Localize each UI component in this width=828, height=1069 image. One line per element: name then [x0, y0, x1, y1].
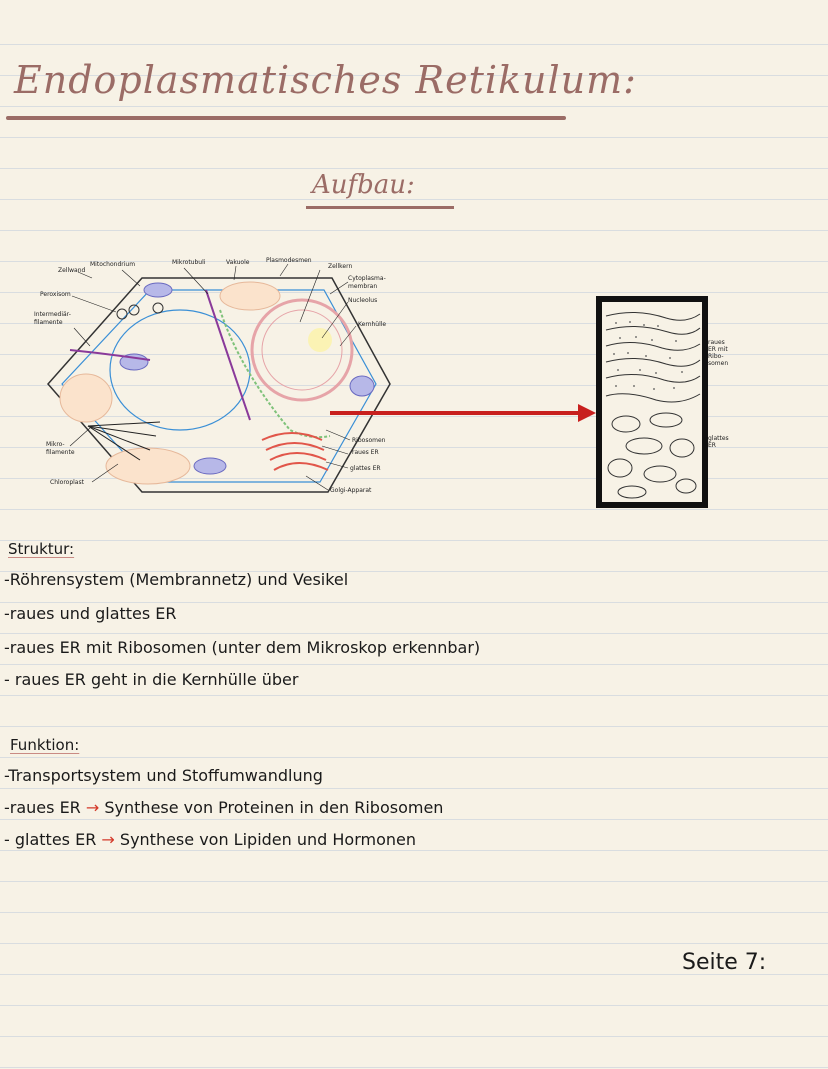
funktion-item-3-text: Synthese von Lipiden und Hormonen	[119, 830, 417, 849]
label-kernhulle: Kernhülle	[358, 321, 387, 328]
chloroplast-3	[220, 282, 280, 310]
struktur-item-3: -raues ER mit Ribosomen (unter dem Mikroskop erkennbar)	[4, 638, 481, 657]
mitochondrium-3	[194, 458, 226, 474]
funktion-heading: Funktion:	[10, 736, 80, 754]
subtitle-underline	[306, 206, 454, 209]
zoom-label-glattes-1: glattes	[708, 435, 729, 442]
label-zellkern: Zellkern	[328, 263, 353, 270]
zoom-arrow	[330, 398, 600, 428]
page-title: Endoplasmatisches Retikulum:	[14, 58, 637, 102]
funktion-item-2-text: Synthese von Proteinen in den Ribosomen	[104, 798, 444, 817]
label-cytoplasma-2: membran	[348, 283, 378, 290]
page-number: Seite 7:	[682, 950, 767, 975]
label-vakuole: Vakuole	[226, 259, 250, 266]
nucleus	[252, 300, 352, 400]
arrow-icon: →	[101, 830, 115, 849]
funktion-item-1: -Transportsystem und Stoffumwandlung	[4, 766, 323, 785]
zoom-label-raues-1: raues	[708, 339, 725, 346]
nucleolus	[308, 328, 332, 352]
funktion-item-2	[4, 798, 443, 817]
plant-cell-diagram	[30, 250, 420, 500]
struktur-item-1: -Röhrensystem (Membrannetz) und Vesikel	[4, 570, 349, 589]
zoom-label-raues-2: ER mit	[708, 346, 728, 353]
label-mikro-2: filamente	[46, 449, 75, 456]
label-nucleolus: Nucleolus	[348, 297, 378, 304]
label-mikrotubuli: Mikrotubuli	[172, 259, 206, 266]
label-plasmodesmen: Plasmodesmen	[266, 257, 312, 264]
nucleus-inner	[262, 310, 342, 390]
label-ribosomen: Ribosomen	[352, 437, 386, 444]
funktion-item-2-subject: -raues ER	[4, 798, 81, 817]
struktur-item-2: -raues und glattes ER	[4, 604, 177, 623]
label-mikro-1: Mikro-	[46, 441, 65, 448]
chloroplast	[106, 448, 190, 484]
arrow-icon: →	[85, 798, 100, 817]
label-intermediar-1: Intermediär-	[34, 311, 71, 318]
zoom-label-raues-3: Ribo-	[708, 353, 724, 360]
label-golgi: Golgi-Apparat	[330, 487, 372, 494]
struktur-heading: Struktur:	[8, 540, 75, 558]
funktion-item-3	[4, 830, 416, 849]
mitochondrium-4	[350, 376, 374, 396]
funktion-item-3-subject: - glattes ER	[4, 830, 97, 849]
zoom-labels	[706, 336, 746, 456]
label-raues-er: raues ER	[352, 449, 379, 456]
zoom-label-raues-4: somen	[708, 360, 729, 367]
er-zoom-illustration	[596, 296, 708, 508]
struktur-item-4: - raues ER geht in die Kernhülle über	[4, 670, 299, 689]
zoom-label-glattes-2: ER	[708, 442, 716, 449]
label-zellwand: Zellwand	[58, 267, 86, 274]
label-glattes-er: glattes ER	[350, 465, 381, 472]
label-intermediar-2: filamente	[34, 319, 63, 326]
mitochondrium	[144, 283, 172, 297]
smooth-er	[220, 310, 330, 437]
peroxisom	[117, 309, 127, 319]
label-cytoplasma-1: Cytoplasma-	[348, 275, 386, 282]
chloroplast-2	[60, 374, 112, 422]
title-underline	[6, 116, 566, 120]
label-peroxisom: Peroxisom	[40, 291, 71, 298]
section-title-aufbau: Aufbau:	[312, 170, 415, 200]
label-mitochondrium: Mitochondrium	[90, 261, 136, 268]
peroxisom-3	[153, 303, 163, 313]
golgi-apparatus	[262, 433, 328, 470]
label-chloroplast: Chloroplast	[50, 479, 84, 486]
